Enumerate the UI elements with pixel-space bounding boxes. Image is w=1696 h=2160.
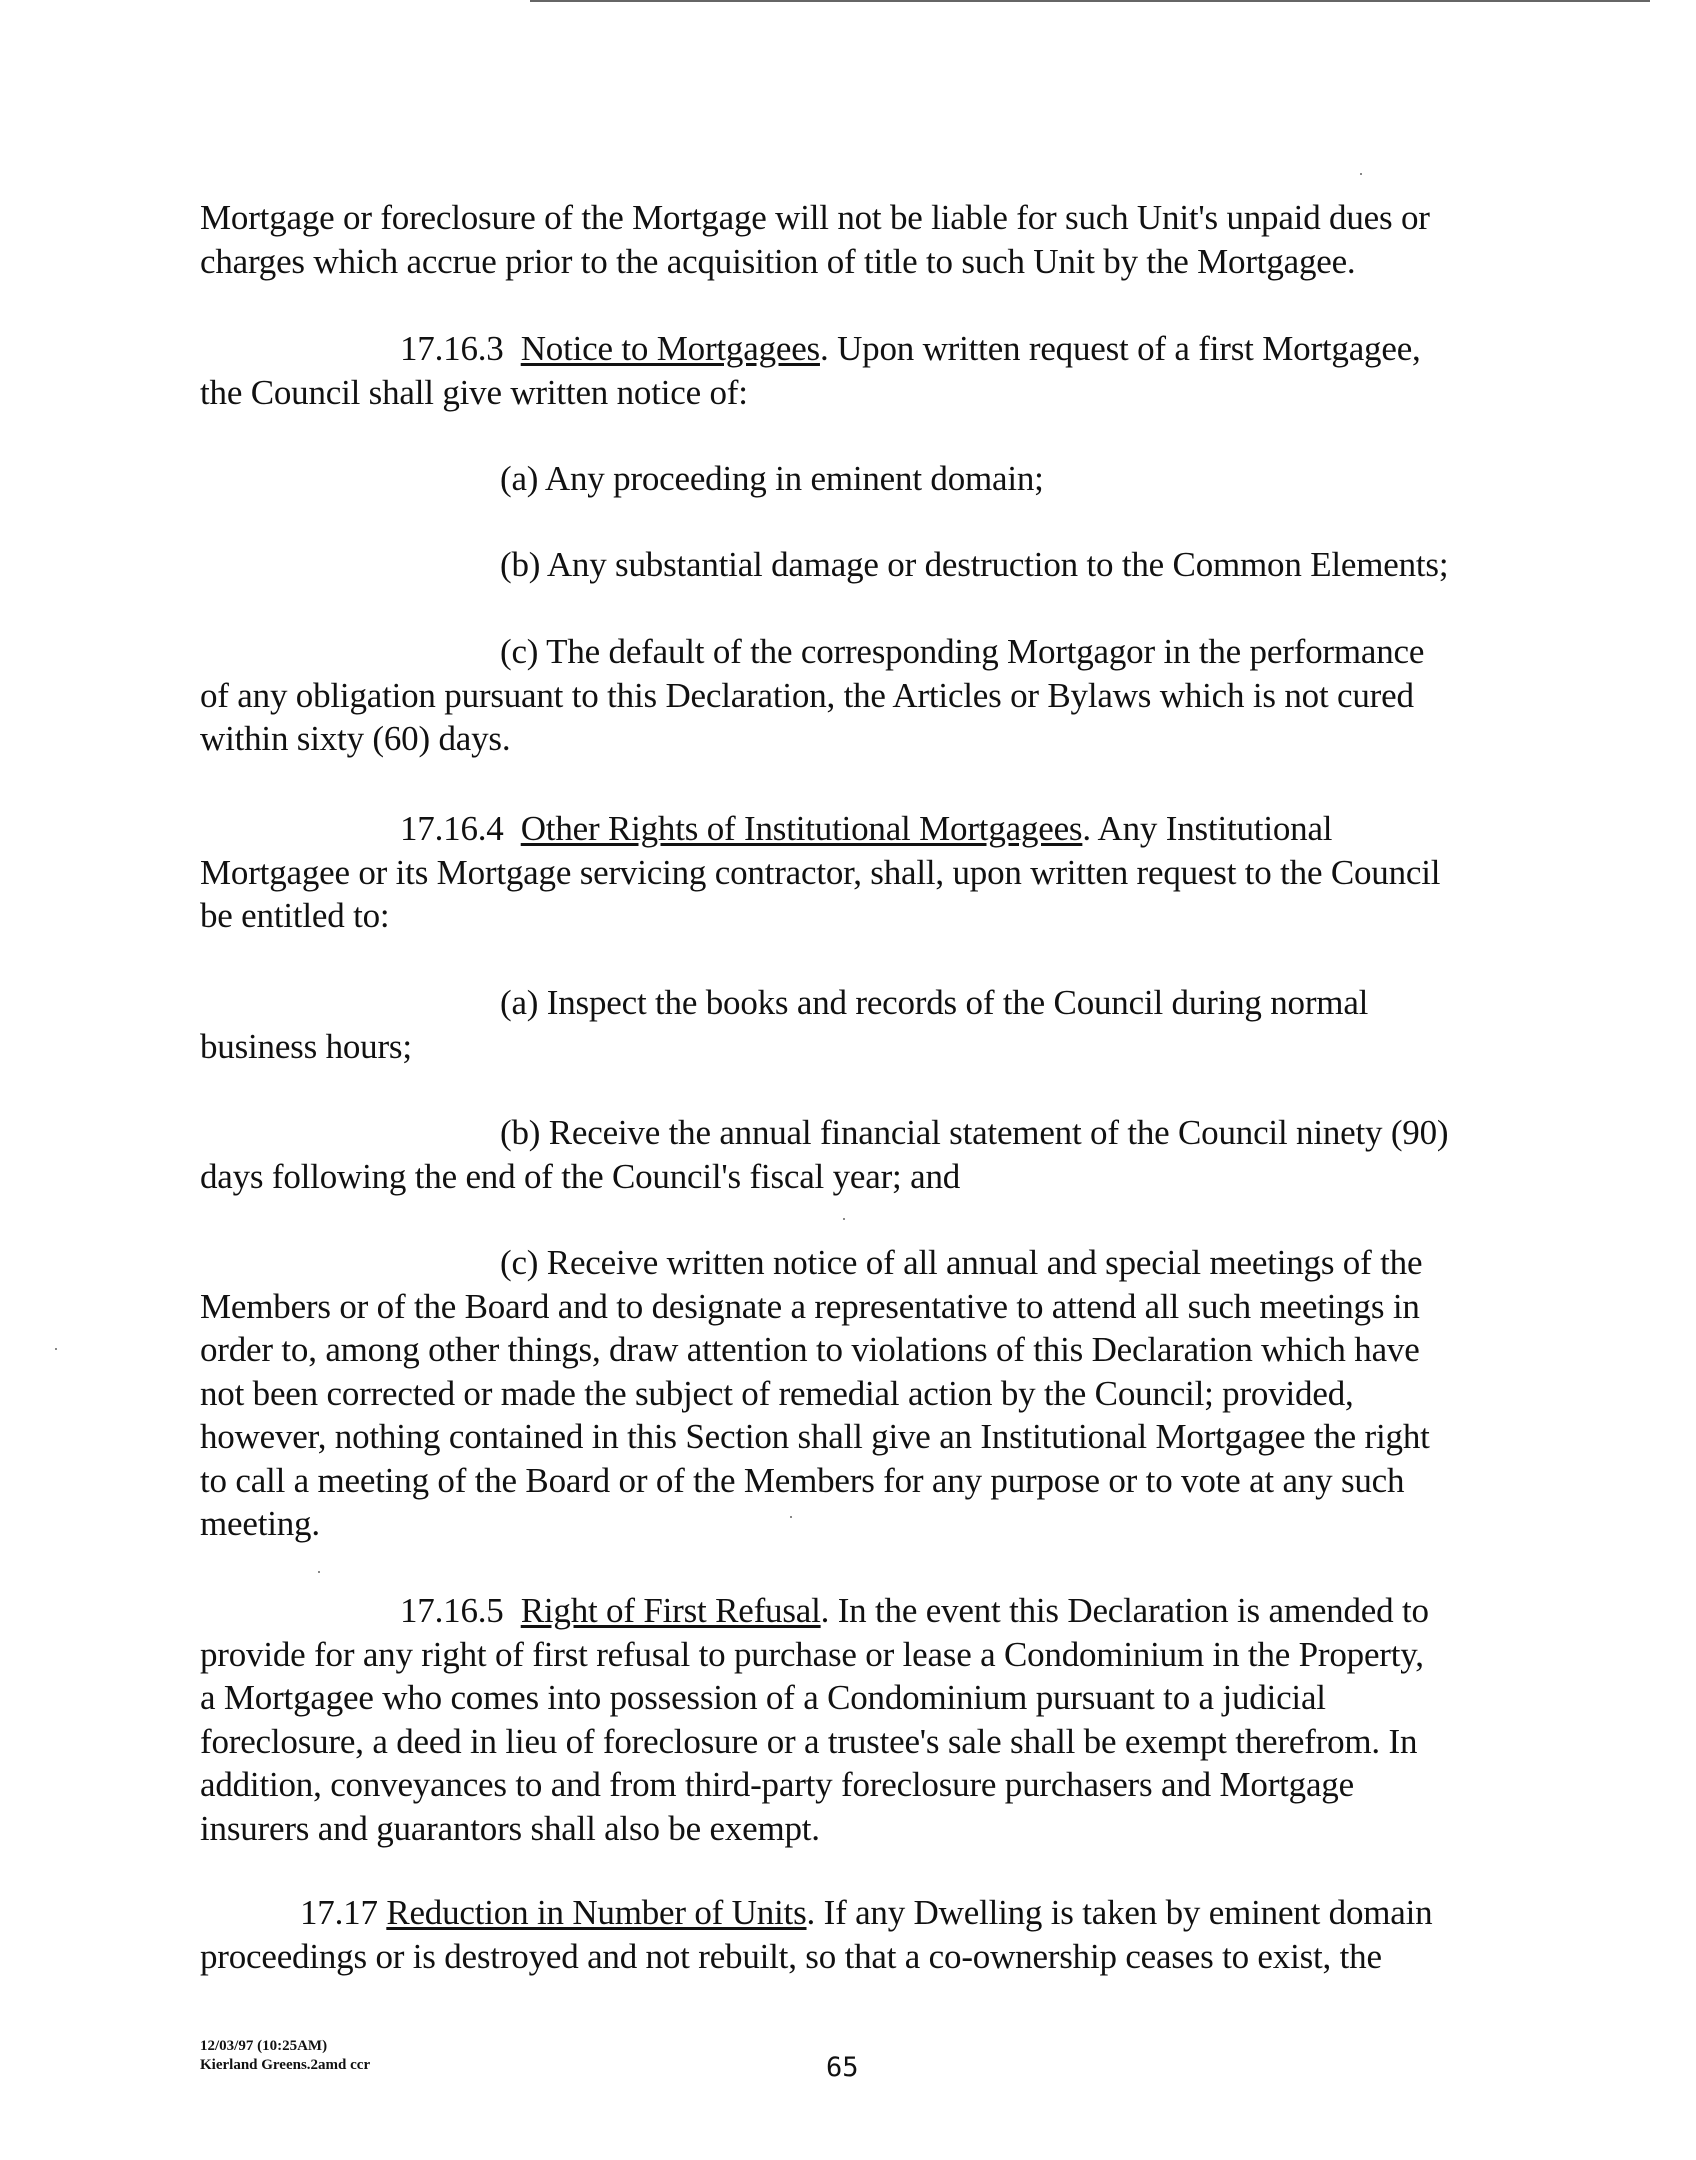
text-run: . In the event this Declaration is amended to <box>820 1591 1429 1630</box>
footer-document-info <box>200 2037 370 2075</box>
text-line: be entitled to: <box>200 896 390 935</box>
list-item-a <box>200 981 1510 1068</box>
list-item-b <box>200 1111 1510 1198</box>
text-run: . Any Institutional <box>1082 809 1333 848</box>
text-line: order to, among other things, draw attention to violations of this Declaration which have <box>200 1330 1420 1369</box>
text-line: however, nothing contained in this Section shall give an Institutional Mortgagee the right <box>200 1417 1430 1456</box>
section-number: 17.16.5 <box>400 1591 504 1630</box>
text-line: Mortgage or foreclosure of the Mortgage will not be liable for such Unit's unpaid dues or <box>200 198 1430 237</box>
footer-filename: Kierland Greens.2amd ccr <box>200 2057 371 2073</box>
section-17-16-4 <box>200 807 1510 938</box>
scan-speck <box>790 1516 792 1518</box>
footer-timestamp: 12/03/97 (10:25AM) <box>200 2038 328 2054</box>
scan-speck <box>1360 173 1362 175</box>
scan-speck <box>843 1218 845 1220</box>
text-line: a Mortgagee who comes into possession of a Condominium pursuant to a judicial <box>200 1678 1326 1717</box>
text-line: charges which accrue prior to the acquisition of title to such Unit by the Mortgagee. <box>200 241 1356 281</box>
section-heading-line <box>200 807 1510 851</box>
text-line: meeting. <box>200 1504 320 1543</box>
section-number: 17.16.4 <box>400 809 504 848</box>
section-number: 17.16.3 <box>400 329 504 368</box>
page-number: 65 <box>826 2052 859 2083</box>
list-item-a <box>200 457 1510 501</box>
list-item-c <box>200 630 1510 761</box>
section-heading: Right of First Refusal <box>520 1591 821 1630</box>
text-line: (b) Receive the annual financial statement of the Council ninety (90) <box>500 1113 1449 1152</box>
text-line: addition, conveyances to and from third-party foreclosure purchasers and Mortgage <box>200 1765 1354 1804</box>
section-17-16-5 <box>200 1589 1510 1850</box>
text-run: . Upon written request of a first Mortgagee, <box>819 329 1421 368</box>
text-line: (a) Any proceeding in eminent domain; <box>500 459 1044 498</box>
text-line: (b) Any substantial damage or destruction to the Common Elements; <box>500 545 1449 584</box>
section-heading-line <box>200 1891 1510 1935</box>
text-line: Members or of the Board and to designate a representative to attend all such meetings in <box>200 1286 1420 1326</box>
section-number: 17.17 <box>300 1893 378 1932</box>
text-run: . If any Dwelling is taken by eminent domain <box>806 1893 1433 1932</box>
section-17-16-3 <box>200 327 1510 414</box>
text-line: foreclosure, a deed in lieu of foreclosure or a trustee's sale shall be exempt therefrom. In <box>200 1721 1418 1761</box>
text-line: (c) Receive written notice of all annual and special meetings of the <box>500 1243 1423 1282</box>
section-heading: Other Rights of Institutional Mortgagees <box>520 809 1083 848</box>
list-item-b <box>200 543 1510 587</box>
text-line: the Council shall give written notice of: <box>200 372 748 412</box>
section-heading: Notice to Mortgagees <box>520 329 820 368</box>
paragraph-continuation <box>200 196 1510 283</box>
text-line: business hours; <box>200 1026 412 1066</box>
text-line: (a) Inspect the books and records of the Council during normal <box>500 983 1369 1022</box>
scan-top-rule <box>530 0 1650 2</box>
section-17-17 <box>200 1891 1510 1978</box>
text-line: days following the end of the Council's fiscal year; and <box>200 1156 961 1196</box>
text-line: to call a meeting of the Board or of the Members for any purpose or to vote at any such <box>200 1460 1405 1500</box>
text-line: Mortgagee or its Mortgage servicing contractor, shall, upon written request to the Council <box>200 852 1441 892</box>
text-line: (c) The default of the corresponding Mortgagor in the performance <box>500 632 1425 671</box>
text-line: not been corrected or made the subject of remedial action by the Council; provided, <box>200 1373 1354 1413</box>
text-line: proceedings or is destroyed and not rebuilt, so that a co-ownership ceases to exist, the <box>200 1936 1382 1976</box>
section-heading-line <box>200 327 1510 371</box>
scan-speck <box>55 1348 57 1350</box>
section-heading: Reduction in Number of Units <box>386 1893 807 1932</box>
scan-speck <box>318 1571 320 1573</box>
text-line: provide for any right of first refusal to purchase or lease a Condominium in the Property, <box>200 1634 1424 1674</box>
text-line: within sixty (60) days. <box>200 719 511 758</box>
text-line: insurers and guarantors shall also be exempt. <box>200 1808 820 1848</box>
section-heading-line <box>200 1589 1510 1633</box>
text-line: of any obligation pursuant to this Declaration, the Articles or Bylaws which is not cured <box>200 675 1414 715</box>
list-item-c <box>200 1241 1510 1546</box>
